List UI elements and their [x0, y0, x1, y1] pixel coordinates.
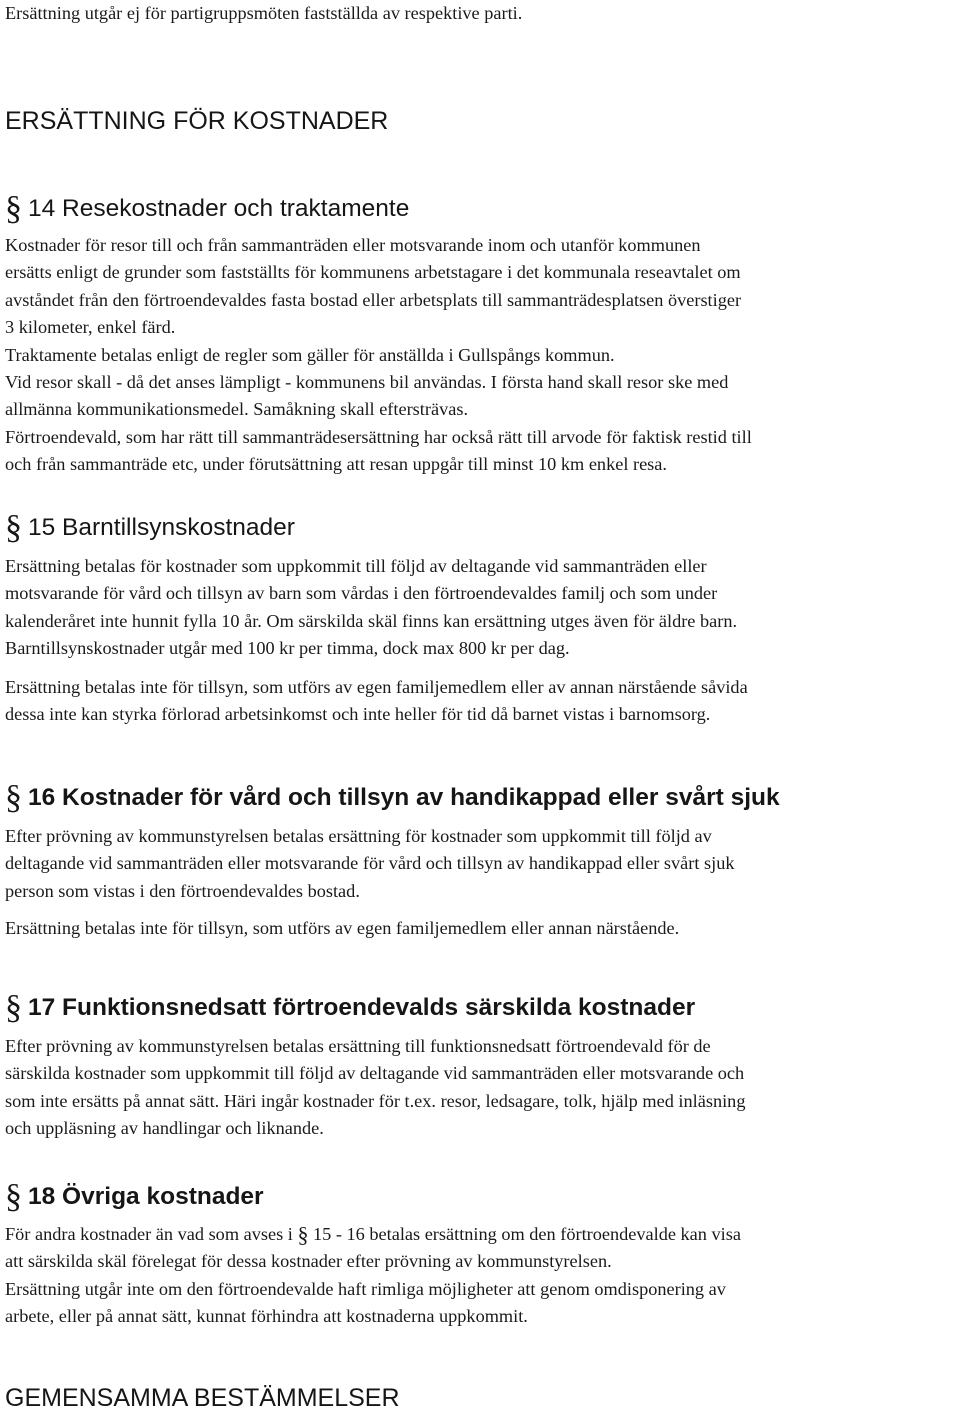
s17-line: särskilda kostnader som uppkommit till följd av deltagande vid sammanträden eller motsvarande och [5, 1063, 745, 1084]
s17-body [5, 1033, 745, 1143]
paragraph-sign-icon: § [5, 190, 22, 227]
heading-17 [5, 991, 695, 1025]
s15-line: Ersättning betalas för kostnader som uppkommit till följd av deltagande vid sammanträden eller [5, 556, 707, 576]
s18-line-1 [5, 1221, 741, 1248]
s14-line: ersätts enligt de grunder som fastställts för kommunens arbetstagare i det kommunala reseavtalet om [5, 262, 741, 283]
paragraph-sign-icon: § [297, 1222, 309, 1247]
heading-15-text: 15 Barntillsynskostnader [28, 514, 295, 541]
top-line: Ersättning utgår ej för partigruppsmöten fastställda av respektive parti. [5, 3, 523, 23]
heading-16-text: 16 Kostnader för vård och tillsyn av handikappad eller svårt sjuk [28, 784, 780, 811]
s18-line-1-end: 15 - 16 betalas ersättning om den förtroendevalde kan visa [308, 1224, 741, 1244]
s14-body [5, 232, 752, 479]
paragraph-sign-icon: § [5, 509, 22, 546]
heading-18 [5, 1180, 264, 1214]
s18-line: Ersättning utgår inte om den förtroendevalde haft rimliga möjligheter att genom omdisponering av [5, 1278, 726, 1299]
s18-body [5, 1221, 741, 1331]
s15-line: kalenderåret inte hunnit fylla 10 år. Om särskilda skäl finns kan ersättning utges även för äldre barn. [5, 610, 738, 631]
section-title-gemensamma: GEMENSAMMA BESTÄMMELSER [5, 1384, 400, 1412]
paragraph-sign-icon: § [5, 1178, 22, 1215]
heading-18-text: 18 Övriga kostnader [28, 1183, 264, 1210]
paragraph-sign-icon: § [5, 989, 22, 1026]
s14-line: Vid resor skall - då det anses lämpligt - kommunens bil användas. I första hand skall resor ske med [5, 372, 729, 393]
heading-16 [5, 781, 780, 815]
s15-para2 [5, 674, 748, 729]
s15-line: Barntillsynskostnader utgår med 100 kr per timma, dock max 800 kr per dag. [5, 638, 570, 659]
s17-line: Efter prövning av kommunstyrelsen betalas ersättning till funktionsnedsatt förtroendevald för de [5, 1036, 711, 1056]
s17-line: som inte ersätts på annat sätt. Häri ingår kostnader för t.ex. resor, ledsagare, tolk, hjälp med inläsning [5, 1090, 746, 1111]
s15-line: motsvarande för vård och tillsyn av barn som vårdas i den förtroendevaldes familj och som under [5, 583, 718, 604]
s18-line: att särskilda skäl förelegat för dessa kostnader efter prövning av kommunstyrelsen. [5, 1251, 612, 1272]
s14-line: Traktamente betalas enligt de regler som gäller för anställda i Gullspångs kommun. [5, 344, 615, 365]
s15-para1 [5, 553, 737, 663]
s15-line: Ersättning betalas inte för tillsyn, som utförs av egen familjemedlem eller av annan närstående såvida [5, 677, 748, 697]
s16-para2 [5, 915, 679, 942]
heading-15 [5, 511, 295, 545]
heading-14 [5, 192, 409, 226]
heading-14-text: 14 Resekostnader och traktamente [28, 195, 410, 222]
s18-line: arbete, eller på annat sätt, kunnat förhindra att kostnaderna uppkommit. [5, 1306, 528, 1327]
paragraph-sign-icon: § [5, 779, 22, 816]
section-title-kostnader: ERSÄTTNING FÖR KOSTNADER [5, 107, 389, 135]
s14-line: allmänna kommunikationsmedel. Samåkning skall eftersträvas. [5, 399, 469, 420]
s16-line: Ersättning betalas inte för tillsyn, som utförs av egen familjemedlem eller annan närstående. [5, 918, 680, 938]
s14-line: Förtroendevald, som har rätt till sammanträdesersättning har också rätt till arvode för faktisk restid till [5, 426, 752, 447]
s15-line: dessa inte kan styrka förlorad arbetsinkomst och inte heller för tid då barnet vistas i barnomsorg. [5, 704, 711, 725]
s14-line: och från sammanträde etc, under förutsättning att resan uppgår till minst 10 km enkel resa. [5, 454, 667, 475]
s14-line: avståndet från den förtroendevaldes fasta bostad eller arbetsplats till sammanträdesplatsen överstiger [5, 289, 742, 310]
s16-para1 [5, 823, 734, 905]
s16-line: person som vistas i den förtroendevaldes bostad. [5, 880, 360, 901]
s18-line-1-start: För andra kostnader än vad som avses i [5, 1224, 298, 1244]
s14-line: 3 kilometer, enkel färd. [5, 317, 176, 338]
s16-line: deltagande vid sammanträden eller motsvarande för vård och tillsyn av handikappad eller svårt sjuk [5, 853, 735, 874]
s14-line: Kostnader för resor till och från sammanträden eller motsvarande inom och utanför kommunen [5, 235, 701, 255]
s17-line: och uppläsning av handlingar och liknande. [5, 1118, 324, 1139]
s16-line: Efter prövning av kommunstyrelsen betalas ersättning för kostnader som uppkommit till följd av [5, 826, 712, 846]
heading-17-text: 17 Funktionsnedsatt förtroendevalds särskilda kostnader [28, 994, 696, 1021]
